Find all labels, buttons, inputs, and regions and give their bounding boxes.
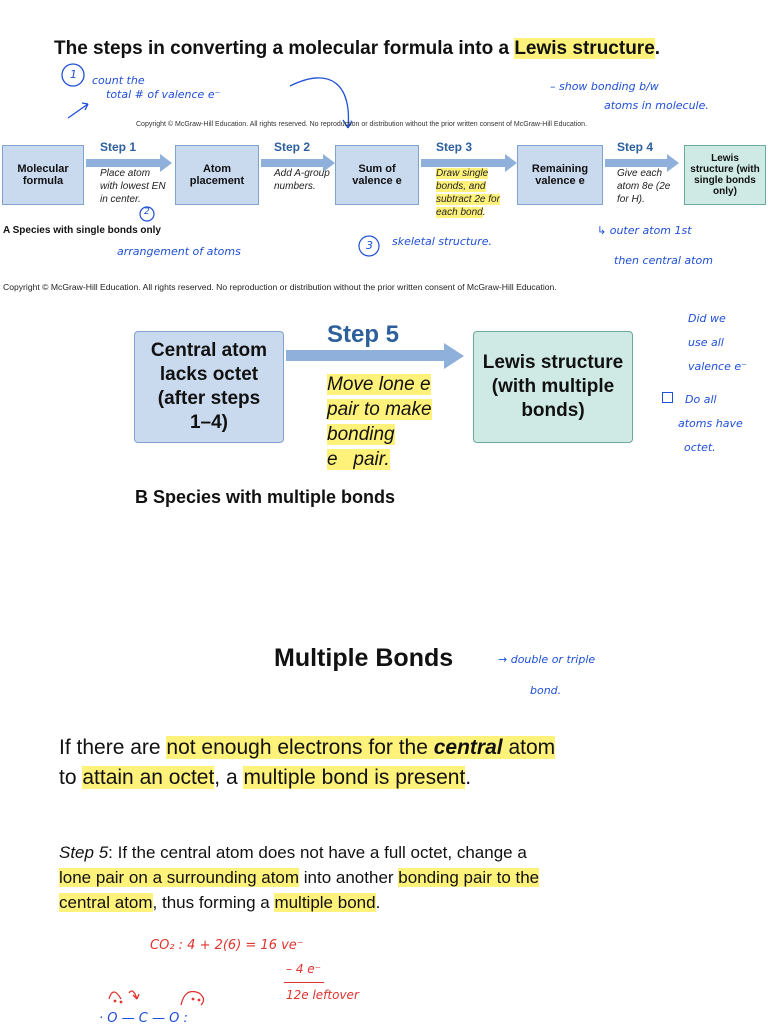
arrowhead-step-5 [444, 343, 464, 369]
annotation-outer-atom-line1: ↳ outer atom 1st [597, 224, 692, 237]
annotation-count-total-line1: count the [92, 74, 145, 87]
box-molecular-formula: Molecular formula [2, 145, 84, 205]
step-3-label: Step 3 [436, 140, 473, 154]
annotation-lewis-sketch [95, 975, 235, 1024]
annotation-co2-underline [284, 982, 324, 983]
annotation-step-number-2: 2 [144, 207, 150, 217]
arrow-step-2 [261, 159, 323, 167]
step-5-desc-line-1: Move lone e [327, 374, 431, 395]
annotation-step-number-1: 1 [70, 68, 77, 81]
svg-text:· O — C — O :: · O — C — O : [99, 1011, 188, 1024]
caption-a: A Species with single bonds only [3, 225, 161, 236]
arrow-step-4 [605, 159, 667, 167]
step-5-desc-line-4: e pair. [327, 449, 390, 470]
annotation-co2-line2: – 4 e⁻ [286, 962, 321, 976]
annotation-outer-atom-line2: then central atom [614, 254, 713, 267]
step-2-desc: Add A-group numbers. [274, 168, 330, 192]
annotation-skeletal: skeletal structure. [392, 235, 492, 248]
annotation-double-triple-line2: bond. [530, 684, 562, 697]
arrow-step-1 [86, 159, 160, 167]
step-4-desc: Give each atom 8e (2e for H). [617, 168, 671, 205]
paragraph-step-5: Step 5: If the central atom does not have a full octet, change a lone pair on a surrounding atom into another bonding pair to the central atom, thus forming a multiple bond. [59, 843, 540, 912]
annotation-count-total-line2: total # of valence e⁻ [106, 88, 221, 101]
box-lewis-multiple: Lewis structure (with multiple bonds) [473, 331, 633, 443]
title-highlight: Lewis structure [514, 38, 655, 59]
paragraph-multiple-bond-rule: If there are not enough electrons for the central atom to attain an octet, a multiple bond is present. [59, 736, 556, 789]
step-2-label: Step 2 [274, 140, 311, 154]
step-3-desc: Draw single bonds, and subtract 2e for each bond. [436, 168, 500, 218]
section-heading: Multiple Bonds [274, 644, 454, 672]
annotation-checkbox-1: Did we use all valence e⁻ [688, 312, 747, 373]
step-5-desc-line-2: pair to make [327, 399, 432, 420]
annotation-checkbox-2: Do all atoms have octet. [662, 388, 743, 460]
page-title: The steps in converting a molecular formula into a Lewis structure. [54, 38, 661, 59]
annotation-co2-line1: CO₂ : 4 + 2(6) = 16 ve⁻ [150, 938, 304, 953]
step-1-desc: Place atom with lowest EN in center. [100, 168, 166, 205]
box-atom-placement: Atom placement [175, 145, 259, 205]
annotation-co2-line3: 12e leftover [286, 988, 359, 1002]
step-5-label: Step 5 [327, 321, 400, 348]
annotation-double-triple-line1: → double or triple [498, 653, 596, 666]
step-5-desc-line-3: bonding [327, 424, 395, 445]
box-lewis-single: Lewis structure (with single bonds only) [684, 145, 766, 205]
step-1-label: Step 1 [100, 140, 137, 154]
box-sum-valence: Sum of valence e [335, 145, 419, 205]
step-5-desc [327, 372, 432, 472]
step-4-label: Step 4 [617, 140, 654, 154]
annotation-show-bonding-line1: – show bonding b/w [550, 80, 659, 93]
box-remaining-valence: Remaining valence e [517, 145, 603, 205]
annotation-arrangement: arrangement of atoms [117, 245, 241, 258]
arrow-step-5 [286, 350, 444, 361]
copyright-small: Copyright © McGraw-Hill Education. All rights reserved. No reproduction or distribution without the prior written consent of McGraw-Hill Education. [136, 121, 588, 128]
annotation-show-bonding-line2: atoms in molecule. [604, 99, 709, 112]
arrow-step-3 [421, 159, 505, 167]
annotation-step-number-3: 3 [366, 239, 373, 252]
copyright-large: Copyright © McGraw-Hill Education. All rights reserved. No reproduction or distribution without the prior written consent of McGraw-Hill Education. [3, 282, 557, 292]
box-central-atom-lacks-octet: Central atom lacks octet (after steps 1–4) [134, 331, 284, 443]
caption-b: B Species with multiple bonds [135, 487, 396, 507]
